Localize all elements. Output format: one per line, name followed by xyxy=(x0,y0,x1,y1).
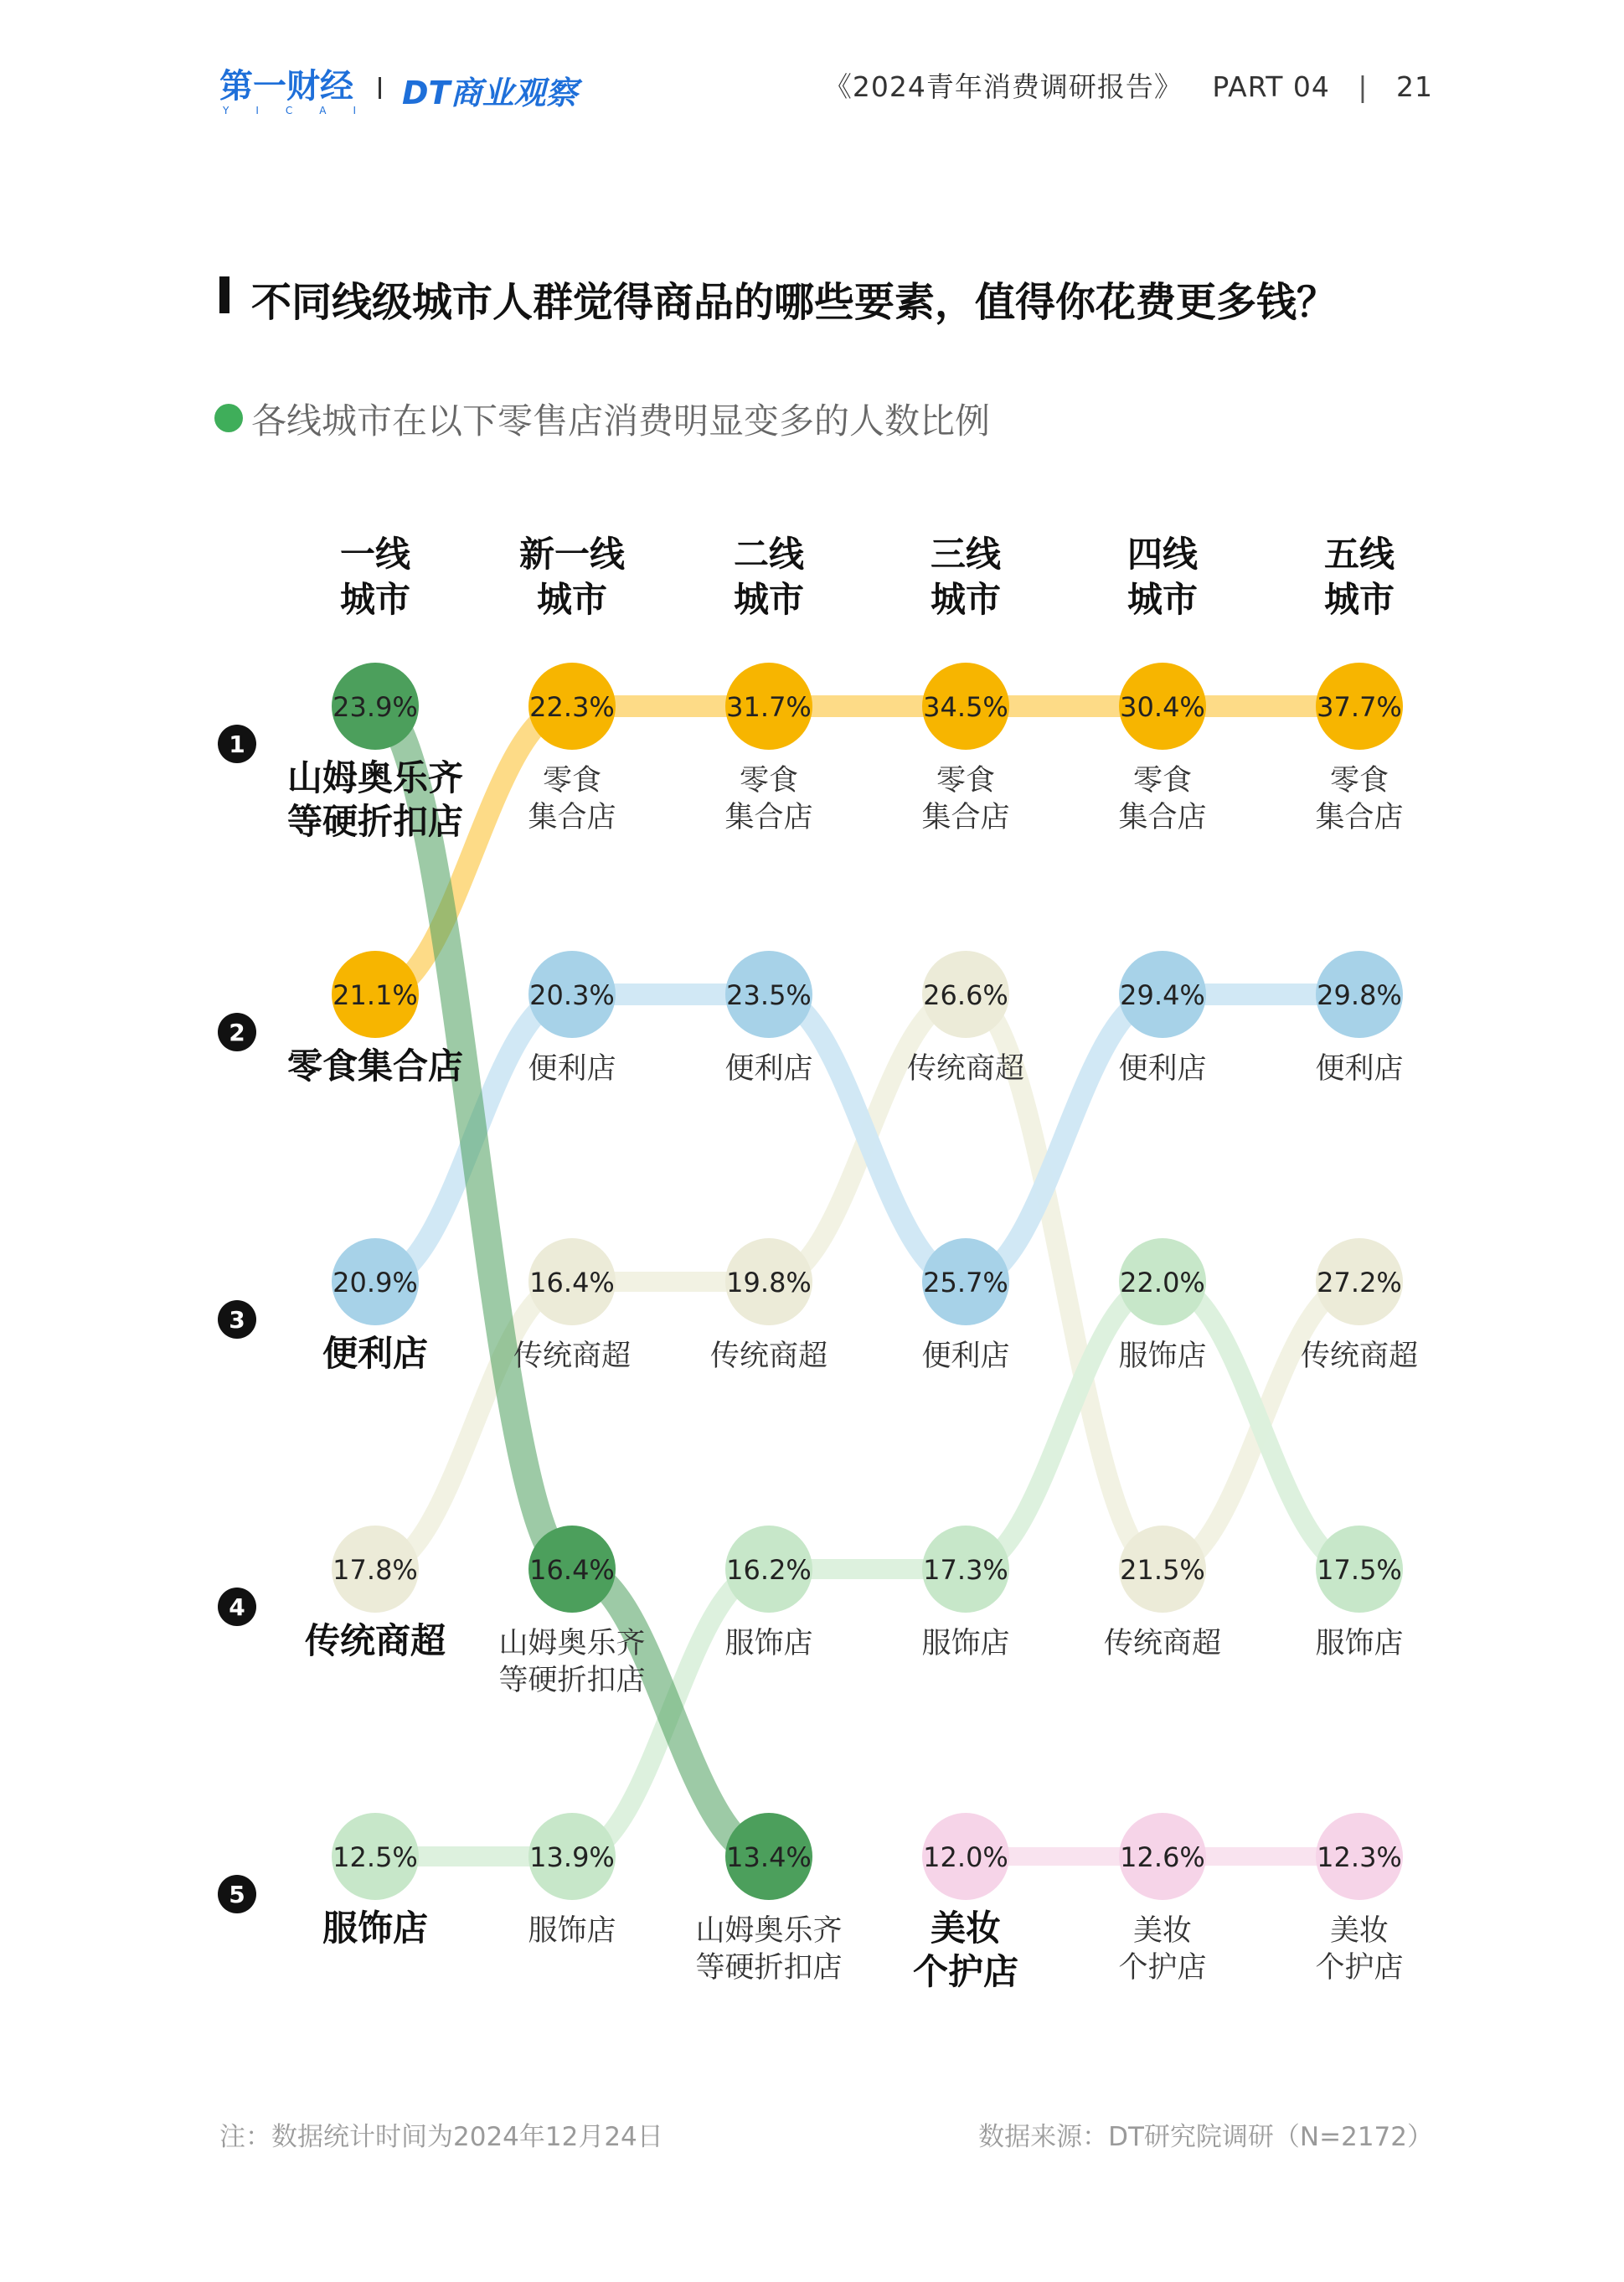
data-value: 21.5% xyxy=(1120,1554,1205,1586)
data-label: 美妆 xyxy=(1329,1914,1389,1948)
data-label: 个护店 xyxy=(912,1951,1019,1992)
data-label: 服饰店 xyxy=(322,1908,429,1949)
data-label: 传统商超 xyxy=(1103,1627,1222,1660)
column-header: 城市 xyxy=(1323,579,1395,620)
data-label: 集合店 xyxy=(921,801,1010,834)
data-label: 等硬折扣店 xyxy=(695,1951,843,1985)
data-label: 便利店 xyxy=(724,1052,813,1086)
header-divider: | xyxy=(1358,70,1369,103)
data-value: 23.5% xyxy=(726,979,812,1011)
footer-source: 数据来源：DT研究院调研（N=2172） xyxy=(978,2122,1433,2152)
data-label: 等硬折扣店 xyxy=(498,1664,646,1697)
yicai-logo-sub: YICAI xyxy=(223,105,383,116)
data-label: 服饰店 xyxy=(921,1627,1010,1660)
data-label: 传统商超 xyxy=(513,1340,632,1373)
data-value: 17.8% xyxy=(333,1554,418,1586)
data-value: 22.3% xyxy=(529,691,615,723)
data-label: 零食 xyxy=(1329,764,1389,798)
data-label: 传统商超 xyxy=(304,1620,446,1661)
data-value: 34.5% xyxy=(923,691,1008,723)
data-value: 26.6% xyxy=(923,979,1008,1011)
column-header: 一线 xyxy=(339,534,411,575)
data-value: 22.0% xyxy=(1120,1267,1205,1298)
data-label: 山姆奥乐齐 xyxy=(286,757,464,798)
data-value: 19.8% xyxy=(726,1267,812,1298)
rank-number: 3 xyxy=(229,1306,245,1334)
data-label: 便利店 xyxy=(921,1340,1010,1373)
data-value: 12.5% xyxy=(333,1841,418,1873)
data-label: 集合店 xyxy=(528,801,616,834)
data-value: 12.3% xyxy=(1317,1841,1402,1873)
data-label: 服饰店 xyxy=(528,1914,616,1948)
data-label: 零食 xyxy=(936,764,996,798)
data-label: 集合店 xyxy=(1315,801,1404,834)
column-header: 四线 xyxy=(1126,534,1199,575)
footer-note: 注：数据统计时间为2024年12月24日 xyxy=(219,2122,663,2152)
data-label: 传统商超 xyxy=(906,1052,1025,1086)
data-label: 零食 xyxy=(1132,764,1193,798)
column-header: 城市 xyxy=(733,579,805,620)
yicai-logo-text: 第一财经 xyxy=(219,67,353,106)
data-value: 29.4% xyxy=(1120,979,1205,1011)
data-value: 27.2% xyxy=(1317,1267,1402,1298)
data-value: 17.5% xyxy=(1317,1554,1402,1586)
data-value: 17.3% xyxy=(923,1554,1008,1586)
data-label: 服饰店 xyxy=(1118,1340,1207,1373)
data-label: 美妆 xyxy=(1132,1914,1193,1948)
data-value: 16.4% xyxy=(529,1267,615,1298)
chart-subtitle: 各线城市在以下零售店消费明显变多的人数比例 xyxy=(251,400,991,441)
rank-number: 5 xyxy=(229,1881,245,1908)
column-header: 城市 xyxy=(339,579,411,620)
data-label: 山姆奥乐齐 xyxy=(498,1627,646,1660)
data-value: 13.4% xyxy=(726,1841,812,1873)
data-value: 29.8% xyxy=(1317,979,1402,1011)
data-value: 23.9% xyxy=(333,691,418,723)
series-line xyxy=(375,706,1359,994)
data-value: 12.0% xyxy=(923,1841,1008,1873)
data-label: 传统商超 xyxy=(709,1340,828,1373)
series-line xyxy=(375,994,1359,1282)
data-label: 零食 xyxy=(542,764,602,798)
data-value: 37.7% xyxy=(1317,691,1402,723)
page-title: 不同线级城市人群觉得商品的哪些要素，值得你花费更多钱？ xyxy=(251,279,1338,326)
data-value: 20.9% xyxy=(333,1267,418,1298)
part-label: PART 04 xyxy=(1212,70,1330,103)
data-value: 31.7% xyxy=(726,691,812,723)
data-label: 便利店 xyxy=(322,1333,429,1374)
report-name: 《2024青年消费调研报告》 xyxy=(823,70,1183,103)
rank-number: 4 xyxy=(229,1593,245,1621)
data-label: 便利店 xyxy=(528,1052,616,1086)
column-header: 二线 xyxy=(733,534,805,575)
data-label: 传统商超 xyxy=(1300,1340,1419,1373)
column-header: 城市 xyxy=(930,579,1002,620)
data-value: 30.4% xyxy=(1120,691,1205,723)
data-label: 个护店 xyxy=(1118,1951,1207,1985)
data-label: 服饰店 xyxy=(724,1627,813,1660)
data-label: 美妆 xyxy=(930,1908,1002,1949)
page-number: 21 xyxy=(1396,70,1433,103)
column-header: 三线 xyxy=(930,534,1002,575)
dt-logo-text: DT商业观察 xyxy=(402,75,578,111)
data-label: 服饰店 xyxy=(1315,1627,1404,1660)
data-value: 20.3% xyxy=(529,979,615,1011)
data-label: 便利店 xyxy=(1315,1052,1404,1086)
column-header: 五线 xyxy=(1323,534,1395,575)
data-label: 零食 xyxy=(739,764,799,798)
data-label: 集合店 xyxy=(1118,801,1207,834)
rank-number: 1 xyxy=(229,731,245,758)
data-value: 12.6% xyxy=(1120,1841,1205,1873)
data-label: 个护店 xyxy=(1315,1951,1404,1985)
series-bubbles xyxy=(287,663,1418,1992)
data-value: 13.9% xyxy=(529,1841,615,1873)
data-label: 便利店 xyxy=(1118,1052,1207,1086)
data-value: 21.1% xyxy=(333,979,418,1011)
column-header: 城市 xyxy=(1126,579,1199,620)
data-label: 山姆奥乐齐 xyxy=(695,1914,843,1948)
data-label: 零食集合店 xyxy=(286,1045,464,1087)
data-value: 16.2% xyxy=(726,1554,812,1586)
data-label: 等硬折扣店 xyxy=(286,801,464,842)
column-header: 新一线 xyxy=(518,534,626,575)
data-value: 25.7% xyxy=(923,1267,1008,1298)
data-label: 集合店 xyxy=(724,801,813,834)
column-header: 城市 xyxy=(536,579,608,620)
data-value: 16.4% xyxy=(529,1554,615,1586)
rank-number: 2 xyxy=(229,1019,245,1046)
